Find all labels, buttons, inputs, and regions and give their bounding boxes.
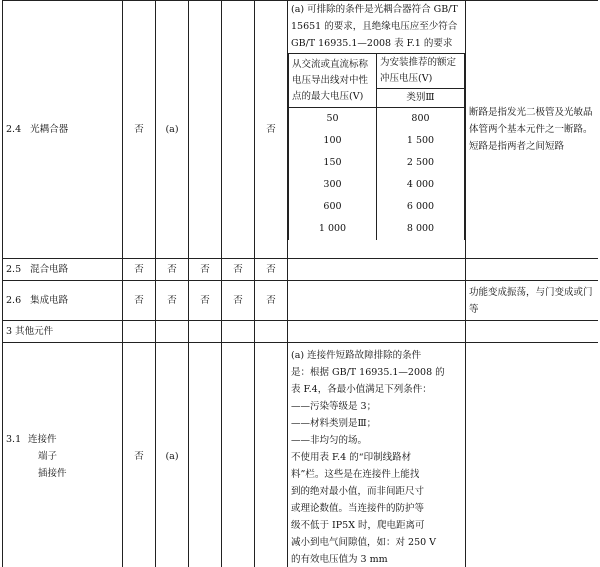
fault-col-2: 否 [156,281,189,321]
fault-col-1: 否 [123,281,156,321]
impulse-value: 1 500 [377,130,465,152]
table-row-connector [3,343,599,567]
fault-col-3 [189,1,222,259]
component-cell [3,259,123,281]
fault-col-5: 否 [255,281,288,321]
fault-col-5: 否 [255,1,288,259]
requirement-line: 或理论数值。当连接件的防护等 [291,503,425,514]
requirement-text: (a) 可排除的条件是光耦合器符合 GB/T 15651 的要求，且绝缘电压应至少符合 GB/T 16935.1—2008 表 F.1 的要求 [291,4,458,49]
fault-col-4 [222,343,255,567]
fault-col-3 [189,343,222,567]
voltage-value: 100 [289,130,377,152]
component-cell [3,1,123,259]
requirement-line: 表 F.4，各最小值满足下列条件： [291,384,432,395]
remark-cell: 功能变成振荡，与门变成或门等 [466,281,599,321]
requirement-line: ——污染等级是 3； [291,401,377,412]
component-name: 混合电路 [30,264,69,275]
inner-subheader-right: 类别Ⅲ [377,89,465,108]
remark-cell: 断路是指发光二极管及光敏晶体管两个基本元件之一断路。短路是指两者之间短路 [466,1,599,259]
requirement-line: 是：根据 GB/T 16935.1—2008 的 [291,367,445,378]
fault-col-5 [255,343,288,567]
requirement-line: 的有效电压值为 3 mm [291,554,388,565]
fault-col-2: (a) [156,343,189,567]
component-name: 连接件 [28,434,57,445]
requirement-line: 减小到电气间隙值，如：对 250 V [291,537,437,548]
fault-col-1: 否 [123,259,156,281]
fault-exclusion-table [2,0,598,567]
requirement-line: (a) 连接件短路故障排除的条件 [291,350,422,361]
voltage-value: 600 [289,196,377,218]
requirement-cell [288,281,466,321]
table-row-ic [3,281,599,321]
voltage-value: 1 000 [289,218,377,240]
inner-header-right: 为安装推荐的额定冲压电压(V) [377,54,465,89]
component-cell [3,281,123,321]
requirement-line: 级不低于 IP5X 时，爬电距离可 [291,520,425,531]
inner-header-left: 从交流或直流标称电压导出线对中性点的最大电压(V) [289,54,377,108]
table-row-section-3 [3,321,599,343]
voltage-value: 300 [289,174,377,196]
insulation-voltage-table [288,53,465,240]
section-heading: 3 其他元件 [3,321,123,343]
impulse-value: 2 500 [377,152,465,174]
fault-col-1: 否 [123,343,156,567]
requirement-cell [288,343,466,567]
requirement-line: 不使用表 F.4 的“印制线路材 [291,452,412,463]
component-cell [3,343,123,567]
component-name: 光耦合器 [30,124,69,135]
fault-col-1: 否 [123,1,156,259]
fault-col-4: 否 [222,281,255,321]
impulse-value: 800 [377,108,465,131]
row-id: 2.6 [6,295,22,306]
impulse-value: 8 000 [377,218,465,240]
impulse-value: 4 000 [377,174,465,196]
standard-document-page [2,0,598,567]
component-name: 插接件 [38,468,67,479]
impulse-value: 6 000 [377,196,465,218]
remark-cell [466,259,599,281]
table-row-optocoupler [3,1,599,259]
row-id: 3.1 [6,434,22,445]
fault-col-5: 否 [255,259,288,281]
fault-col-4 [222,1,255,259]
row-id: 2.5 [6,264,22,275]
component-name: 端子 [38,451,58,462]
fault-col-3: 否 [189,259,222,281]
fault-col-2: (a) [156,1,189,259]
requirement-line: 到的绝对最小值，而非间距尺寸 [291,486,425,497]
requirement-line: ——材料类别是Ⅲ； [291,418,377,429]
requirement-cell [288,259,466,281]
row-id: 2.4 [6,124,22,135]
fault-col-3: 否 [189,281,222,321]
voltage-value: 150 [289,152,377,174]
requirement-cell [288,1,466,259]
fault-col-2: 否 [156,259,189,281]
table-row-hybrid [3,259,599,281]
voltage-value: 50 [289,108,377,131]
component-name-lines [28,431,67,482]
component-name: 集成电路 [30,295,69,306]
remark-cell [466,343,599,567]
requirement-line: ——非均匀的场。 [291,435,368,446]
fault-col-4: 否 [222,259,255,281]
requirement-line: 料”栏。这些是在连接件上能找 [291,469,420,480]
